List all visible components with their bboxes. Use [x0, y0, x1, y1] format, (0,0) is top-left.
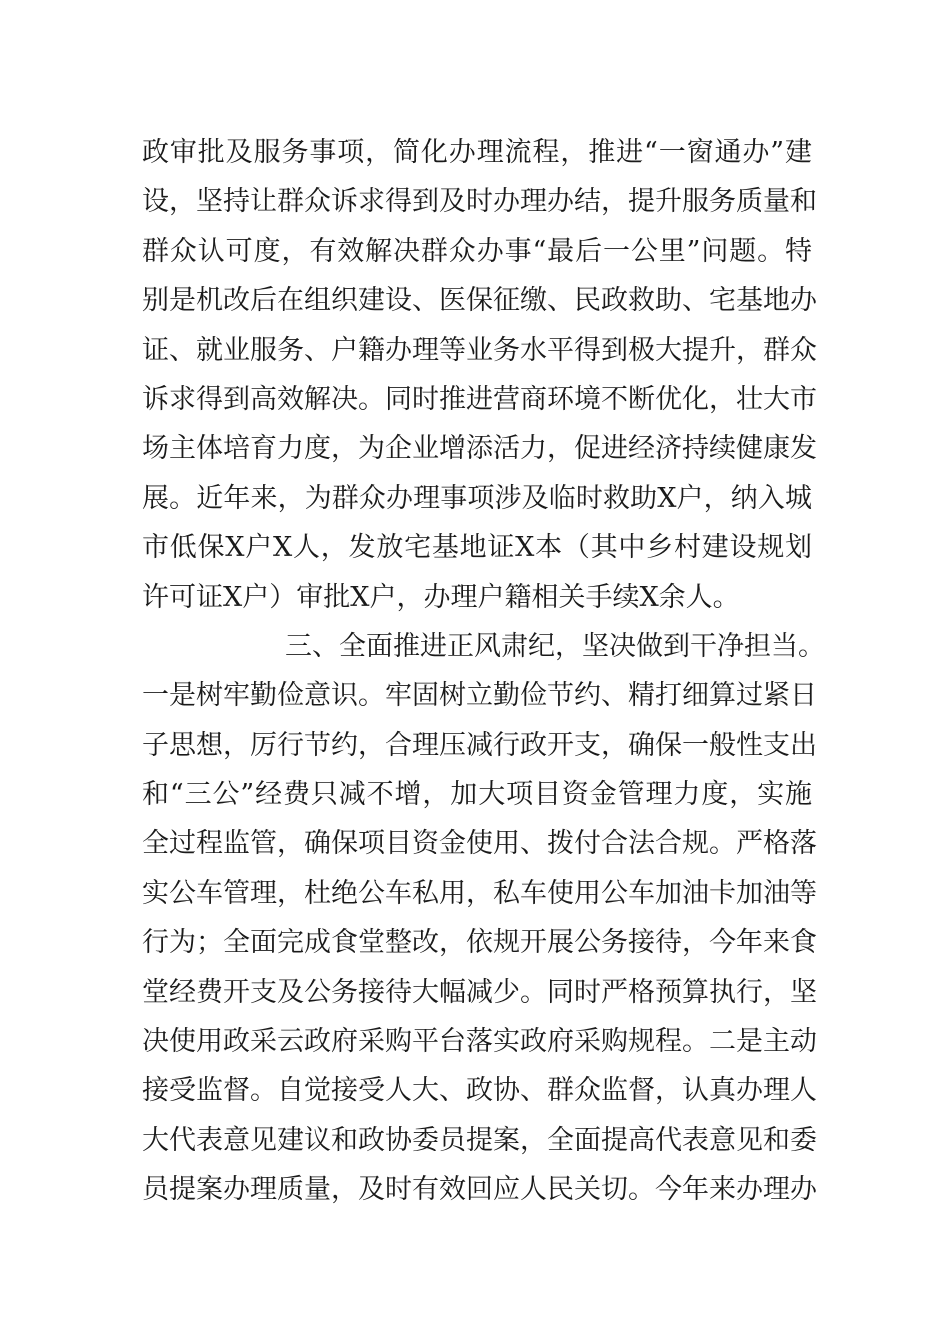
- text-line: 许可证X户）审批X户，办理户籍相关手续X余人。: [142, 581, 740, 613]
- text-line: 全过程监管，确保项目资金使用、拨付合法合规。严格落: [142, 828, 817, 860]
- text-line: 别是机改后在组织建设、医保征缴、民政救助、宅基地办: [142, 285, 817, 317]
- text-line: 展。近年来，为群众办理事项涉及临时救助X户，纳入城: [142, 482, 812, 514]
- text-line: 证、就业服务、户籍办理等业务水平得到极大提升，群众: [142, 334, 817, 366]
- text-line: 决使用政采云政府采购平台落实政府采购规程。二是主动: [142, 1026, 817, 1058]
- text-line: 员提案办理质量，及时有效回应人民关切。今年来办理办: [142, 1174, 817, 1206]
- text-line: 设，坚持让群众诉求得到及时办理办结，提升服务质量和: [142, 186, 817, 218]
- text-line: 接受监督。自觉接受人大、政协、群众监督，认真办理人: [142, 1075, 817, 1107]
- text-line: 大代表意见建议和政协委员提案，全面提高代表意见和委: [142, 1124, 817, 1156]
- body-text: [142, 128, 825, 1215]
- text-line: 行为；全面完成食堂整改，依规开展公务接待，今年来食: [142, 927, 817, 959]
- text-line: 政审批及服务事项，简化办理流程，推进“一窗通办”建: [142, 137, 812, 168]
- text-line: 实公车管理，杜绝公车私用，私车使用公车加油卡加油等: [142, 877, 817, 909]
- text-line: 堂经费开支及公务接待大幅减少。同时严格预算执行，坚: [142, 976, 817, 1008]
- text-line: 和“三公”经费只减不增，加大项目资金管理力度，实施: [142, 779, 812, 811]
- text-line: 诉求得到高效解决。同时推进营商环境不断优化，壮大市: [142, 383, 817, 415]
- section-heading: 三、全面推进正风肃纪，坚决做到干净担当。: [285, 630, 825, 662]
- text-line: 子思想，厉行节约，合理压减行政开支，确保一般性支出: [142, 729, 817, 761]
- text-line: 市低保X户X人，发放宅基地证X本（其中乡村建设规划: [142, 532, 812, 564]
- text-line: 场主体培育力度，为企业增添活力，促进经济持续健康发: [142, 433, 817, 465]
- text-line: 一是树牢勤俭意识。牢固树立勤俭节约、精打细算过紧日: [142, 680, 817, 712]
- text-line: 群众认可度，有效解决群众办事“最后一公里”问题。特: [142, 235, 812, 267]
